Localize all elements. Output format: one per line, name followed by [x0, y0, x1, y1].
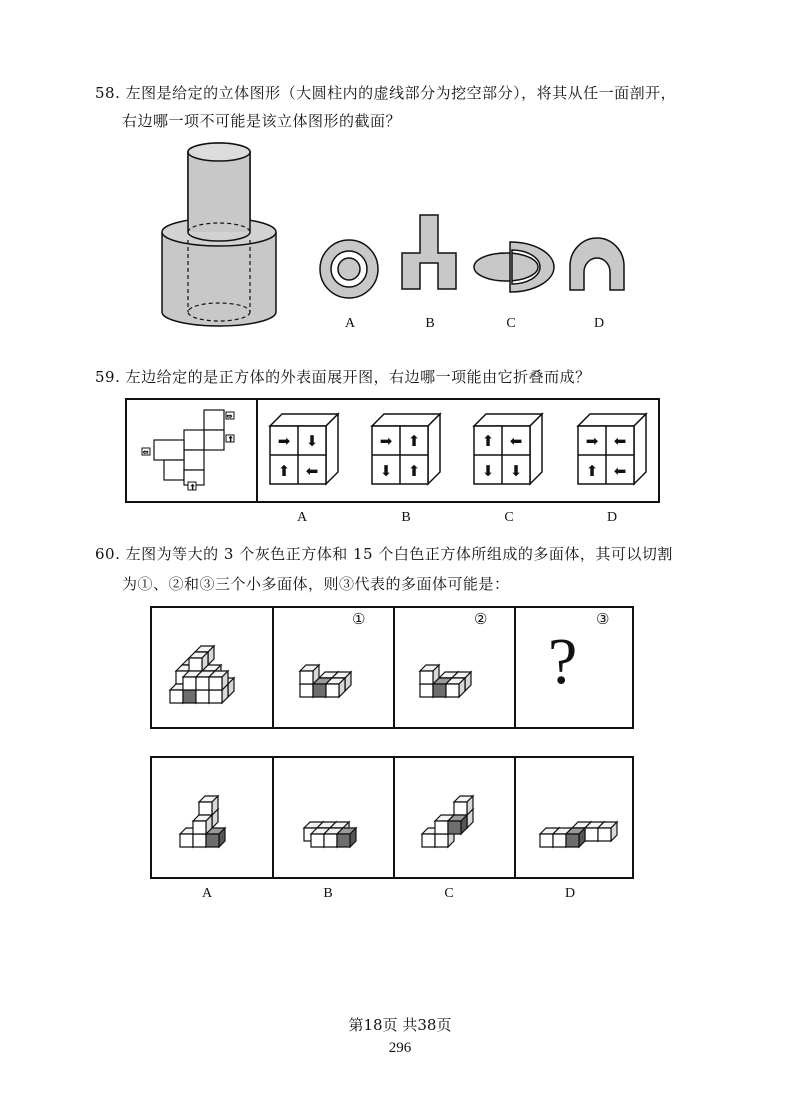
unit-cube-face [313, 684, 326, 697]
svg-text:⬅: ⬅ [305, 462, 319, 480]
q60-line1: 60. 左图为等大的 3 个灰色正方体和 15 个白色正方体所组成的多面体，其可以切割 [95, 545, 673, 563]
q58-option-a-label[interactable]: A [344, 316, 356, 331]
unit-cube-face [337, 834, 350, 847]
q60-piece-2-figure [412, 640, 492, 710]
svg-text:⬆: ⬆ [277, 462, 291, 480]
q59-option-b-label[interactable]: B [401, 510, 411, 525]
q60-panel-number-1: ① [352, 610, 366, 628]
page-indicator: 第18页 共38页 [348, 1016, 452, 1034]
q59-option-d-cube [576, 412, 648, 486]
unit-cube-face [553, 834, 566, 847]
svg-text:⬇: ⬇ [305, 432, 319, 450]
unit-cube-face [300, 684, 313, 697]
q59-divider [256, 400, 258, 501]
unit-cube-face [540, 834, 553, 847]
q59-option-a-label[interactable]: A [296, 510, 308, 525]
q59-option-d-label[interactable]: D [606, 510, 618, 525]
q60-divider-1 [272, 608, 274, 727]
unit-cube-face [196, 690, 209, 703]
unit-cube-face [183, 677, 196, 690]
svg-text:⬇: ⬇ [481, 462, 495, 480]
svg-text:➡: ➡ [227, 413, 233, 420]
q60-option-d-figure [532, 790, 612, 860]
unit-cube-face [180, 834, 193, 847]
svg-text:↑: ↑ [190, 484, 196, 491]
unit-cube-face [448, 821, 461, 834]
q59-line1: 59. 左边给定的是正方体的外表面展开图，右边哪一项能由它折叠而成？ [95, 368, 591, 386]
svg-text:⬆: ⬆ [407, 432, 421, 450]
q60-option-c-figure [414, 784, 494, 854]
q60-option-divider-3 [514, 758, 516, 877]
q59-option-b-cube [370, 412, 442, 486]
svg-text:⬇: ⬇ [379, 462, 393, 480]
q58-option-b-figure [400, 213, 460, 293]
q58-option-c-label[interactable]: C [506, 316, 516, 331]
unit-cube-face [193, 834, 206, 847]
q60-option-divider-1 [272, 758, 274, 877]
unit-cube-face [311, 834, 324, 847]
q60-option-a-label[interactable]: A [201, 886, 213, 901]
svg-text:➡: ➡ [379, 432, 393, 450]
q59-cube-net [140, 410, 250, 495]
unit-cube-face [189, 658, 202, 671]
svg-text:➡: ➡ [277, 432, 291, 450]
unit-cube-face [170, 690, 183, 703]
unit-cube-face [300, 671, 313, 684]
q58-option-d-label[interactable]: D [593, 316, 605, 331]
svg-text:⬆: ⬆ [481, 432, 495, 450]
q60-question-mark: ? [548, 625, 578, 698]
unit-cube-face [199, 802, 212, 815]
unit-cube-face [420, 671, 433, 684]
svg-text:⬅: ⬅ [613, 432, 627, 450]
unit-cube-face [206, 834, 219, 847]
svg-text:⬇: ⬇ [509, 462, 523, 480]
unit-cube-face [435, 834, 448, 847]
unit-cube-face [326, 684, 339, 697]
q58-option-c-figure [472, 240, 557, 295]
unit-cube-face [183, 690, 196, 703]
q59-option-a-cube [268, 412, 340, 486]
q58-option-d-figure [568, 236, 628, 294]
unit-cube-face [446, 684, 459, 697]
q60-panel-number-3: ③ [596, 610, 610, 628]
svg-text:⬅: ⬅ [613, 462, 627, 480]
q58-option-a-figure [318, 238, 380, 300]
q60-option-b-figure [290, 790, 370, 860]
unit-cube-face [598, 828, 611, 841]
q60-divider-3 [514, 608, 516, 727]
q59-option-c-cube [472, 412, 544, 486]
unit-cube-face [324, 834, 337, 847]
svg-text:➡: ➡ [585, 432, 599, 450]
svg-text:⬅: ⬅ [143, 449, 149, 456]
q60-option-d-label[interactable]: D [564, 886, 576, 901]
unit-cube-face [209, 690, 222, 703]
unit-cube-face [566, 834, 579, 847]
q60-option-a-figure [172, 784, 252, 854]
unit-cube-face [454, 802, 467, 815]
q60-divider-2 [393, 608, 395, 727]
page-number: 296 [388, 1040, 412, 1056]
unit-cube-face [420, 684, 433, 697]
svg-text:⬆: ⬆ [585, 462, 599, 480]
unit-cube-face [193, 821, 206, 834]
unit-cube-face [196, 677, 209, 690]
svg-text:⬆: ⬆ [407, 462, 421, 480]
q59-option-c-label[interactable]: C [504, 510, 514, 525]
q58-option-b-label[interactable]: B [425, 316, 435, 331]
unit-cube-face [209, 677, 222, 690]
q60-panel-number-2: ② [474, 610, 488, 628]
q60-option-b-label[interactable]: B [323, 886, 333, 901]
q58-solid-figure [160, 140, 280, 330]
svg-text:↑: ↑ [228, 436, 234, 443]
unit-cube-face [422, 834, 435, 847]
q60-option-c-label[interactable]: C [444, 886, 454, 901]
q58-line1: 58. 左图是给定的立体图形（大圆柱内的虚线部分为挖空部分），将其从任一面剖开， [95, 84, 677, 102]
q60-option-divider-2 [393, 758, 395, 877]
q60-polyhedron-figure [160, 620, 260, 720]
unit-cube-face [585, 828, 598, 841]
q58-line2: 右边哪一项不可能是该立体图形的截面？ [122, 112, 402, 130]
unit-cube-face [433, 684, 446, 697]
q60-piece-1-figure [292, 640, 372, 710]
svg-text:⬅: ⬅ [509, 432, 523, 450]
unit-cube-face [435, 821, 448, 834]
q60-line2: 为①、②和③三个小多面体，则③代表的多面体可能是： [122, 575, 510, 593]
